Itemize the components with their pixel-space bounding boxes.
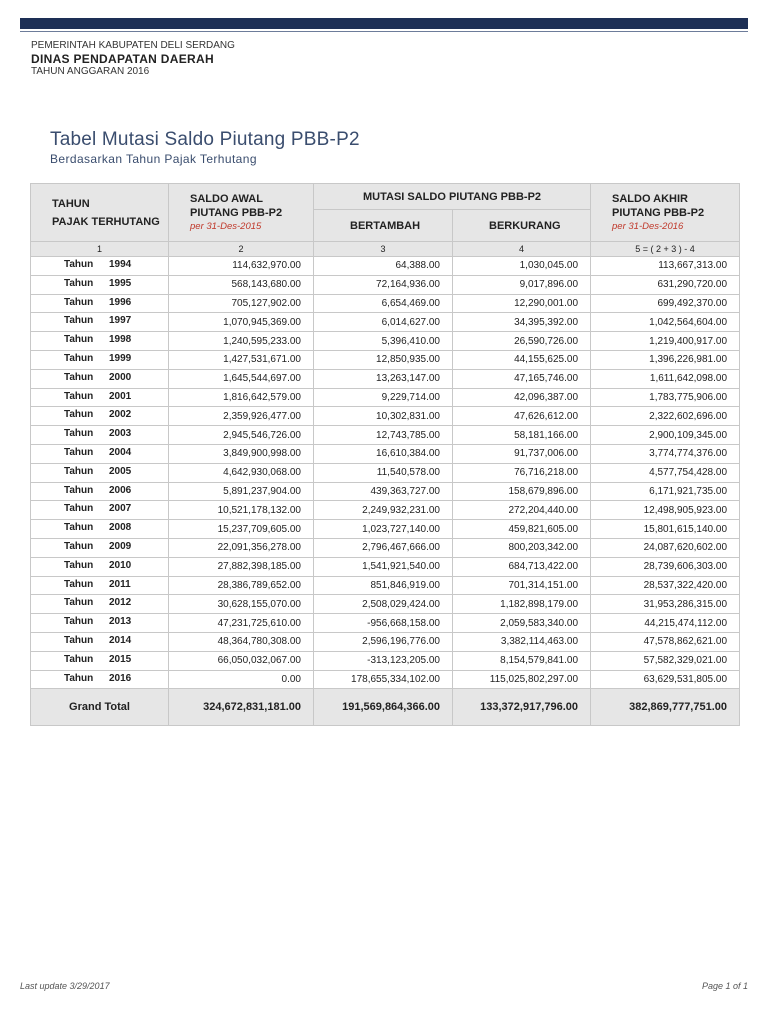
- cell-akhir: 24,087,620,602.00: [591, 538, 740, 557]
- cell-awal: 1,645,544,697.00: [169, 369, 314, 388]
- cell-berkurang: 9,017,896.00: [453, 275, 591, 294]
- cell-bertambah: 5,396,410.00: [314, 332, 453, 351]
- cell-berkurang: 8,154,579,841.00: [453, 651, 591, 670]
- cell-bertambah: 1,023,727,140.00: [314, 520, 453, 539]
- header-divider: [20, 31, 748, 32]
- header-bertambah: BERTAMBAH: [314, 210, 453, 242]
- last-update: Last update 3/29/2017: [20, 981, 110, 991]
- cell-awal: 1,427,531,671.00: [169, 350, 314, 369]
- cell-akhir: 1,611,642,098.00: [591, 369, 740, 388]
- header-akhir-line1: SALDO AKHIR: [612, 192, 688, 205]
- cell-akhir: 28,739,606,303.00: [591, 557, 740, 576]
- year-cell: [31, 520, 169, 539]
- header-tahun-line1: TAHUN: [52, 197, 90, 210]
- year-value: 2001: [109, 390, 132, 402]
- cell-bertambah: 64,388.00: [314, 257, 453, 276]
- cell-akhir: 57,582,329,021.00: [591, 651, 740, 670]
- year-label: Tahun: [64, 334, 94, 346]
- year-cell: [31, 557, 169, 576]
- header-tahun-line2: PAJAK TERHUTANG: [52, 215, 160, 228]
- column-number: 2: [169, 242, 314, 257]
- year-cell: [31, 332, 169, 351]
- year-label: Tahun: [64, 446, 94, 458]
- table-row: [31, 313, 740, 332]
- cell-bertambah: 6,014,627.00: [314, 313, 453, 332]
- cell-awal: 2,945,546,726.00: [169, 426, 314, 445]
- cell-berkurang: 91,737,006.00: [453, 444, 591, 463]
- report-subtitle: Berdasarkan Tahun Pajak Terhutang: [50, 152, 257, 166]
- header-mutasi: MUTASI SALDO PIUTANG PBB-P2: [314, 184, 591, 210]
- year-value: 2008: [109, 522, 132, 534]
- year-label: Tahun: [64, 653, 94, 665]
- year-cell: [31, 632, 169, 651]
- year-cell: [31, 538, 169, 557]
- year-value: 2014: [109, 634, 132, 646]
- year-cell: [31, 294, 169, 313]
- cell-bertambah: -313,123,205.00: [314, 651, 453, 670]
- cell-awal: 568,143,680.00: [169, 275, 314, 294]
- cell-berkurang: 800,203,342.00: [453, 538, 591, 557]
- column-number: 3: [314, 242, 453, 257]
- year-label: Tahun: [64, 352, 94, 364]
- cell-berkurang: 701,314,151.00: [453, 576, 591, 595]
- cell-awal: 47,231,725,610.00: [169, 614, 314, 633]
- header-awal-line2: PIUTANG PBB-P2: [190, 206, 283, 219]
- year-value: 2016: [109, 672, 132, 684]
- cell-bertambah: 2,596,196,776.00: [314, 632, 453, 651]
- header-akhir-line2: PIUTANG PBB-P2: [612, 206, 705, 219]
- table-body: [31, 257, 740, 689]
- table-row: [31, 444, 740, 463]
- year-value: 2005: [109, 465, 132, 477]
- cell-awal: 114,632,970.00: [169, 257, 314, 276]
- year-label: Tahun: [64, 540, 94, 552]
- cell-berkurang: 459,821,605.00: [453, 520, 591, 539]
- table-row: [31, 463, 740, 482]
- header-awal-line1: SALDO AWAL: [190, 192, 263, 205]
- cell-awal: 15,237,709,605.00: [169, 520, 314, 539]
- year-value: 2009: [109, 540, 132, 552]
- cell-bertambah: 12,850,935.00: [314, 350, 453, 369]
- cell-akhir: 44,215,474,112.00: [591, 614, 740, 633]
- cell-bertambah: 2,249,932,231.00: [314, 501, 453, 520]
- year-label: Tahun: [64, 597, 94, 609]
- cell-bertambah: 13,263,147.00: [314, 369, 453, 388]
- year-label: Tahun: [64, 672, 94, 684]
- org-line-3: TAHUN ANGGARAN 2016: [31, 66, 150, 77]
- cell-akhir: 4,577,754,428.00: [591, 463, 740, 482]
- grand-total-akhir: 382,869,777,751.00: [591, 689, 740, 726]
- cell-awal: 705,127,902.00: [169, 294, 314, 313]
- year-label: Tahun: [64, 484, 94, 496]
- cell-berkurang: 47,165,746.00: [453, 369, 591, 388]
- year-value: 1996: [109, 296, 132, 308]
- year-label: Tahun: [64, 315, 94, 327]
- cell-bertambah: 851,846,919.00: [314, 576, 453, 595]
- cell-akhir: 1,396,226,981.00: [591, 350, 740, 369]
- year-label: Tahun: [64, 259, 94, 270]
- year-value: 2003: [109, 428, 132, 440]
- year-cell: [31, 614, 169, 633]
- cell-berkurang: 272,204,440.00: [453, 501, 591, 520]
- year-label: Tahun: [64, 616, 94, 628]
- year-value: 2013: [109, 616, 132, 628]
- cell-bertambah: 1,541,921,540.00: [314, 557, 453, 576]
- cell-awal: 5,891,237,904.00: [169, 482, 314, 501]
- cell-akhir: 2,322,602,696.00: [591, 407, 740, 426]
- mutasi-table: [30, 183, 740, 726]
- year-cell: [31, 426, 169, 445]
- cell-berkurang: 76,716,218.00: [453, 463, 591, 482]
- table-row: [31, 595, 740, 614]
- year-value: 1997: [109, 315, 132, 327]
- cell-berkurang: 1,182,898,179.00: [453, 595, 591, 614]
- cell-awal: 28,386,789,652.00: [169, 576, 314, 595]
- year-cell: [31, 407, 169, 426]
- header-awal-date: per 31-Des-2015: [190, 220, 262, 232]
- cell-berkurang: 58,181,166.00: [453, 426, 591, 445]
- cell-awal: 30,628,155,070.00: [169, 595, 314, 614]
- table-row: [31, 482, 740, 501]
- table-row: [31, 426, 740, 445]
- table-row: [31, 407, 740, 426]
- table-row: [31, 538, 740, 557]
- column-number-row: [31, 242, 740, 257]
- year-cell: [31, 595, 169, 614]
- year-label: Tahun: [64, 578, 94, 590]
- year-label: Tahun: [64, 296, 94, 308]
- table-row: [31, 369, 740, 388]
- cell-berkurang: 2,059,583,340.00: [453, 614, 591, 633]
- year-value: 1994: [109, 259, 132, 270]
- header-saldo-akhir: [591, 184, 740, 242]
- cell-akhir: 1,783,775,906.00: [591, 388, 740, 407]
- year-label: Tahun: [64, 465, 94, 477]
- year-value: 2006: [109, 484, 132, 496]
- year-cell: [31, 444, 169, 463]
- year-label: Tahun: [64, 503, 94, 515]
- cell-bertambah: 11,540,578.00: [314, 463, 453, 482]
- year-cell: [31, 670, 169, 689]
- table-row: [31, 257, 740, 276]
- year-value: 1995: [109, 277, 132, 289]
- year-value: 2011: [109, 578, 131, 590]
- cell-bertambah: 72,164,936.00: [314, 275, 453, 294]
- cell-berkurang: 115,025,802,297.00: [453, 670, 591, 689]
- year-cell: [31, 651, 169, 670]
- year-cell: [31, 463, 169, 482]
- table-row: [31, 275, 740, 294]
- year-label: Tahun: [64, 409, 94, 421]
- cell-akhir: 63,629,531,805.00: [591, 670, 740, 689]
- cell-bertambah: 6,654,469.00: [314, 294, 453, 313]
- column-number: 5 = ( 2 + 3 ) - 4: [591, 242, 740, 257]
- cell-awal: 10,521,178,132.00: [169, 501, 314, 520]
- cell-awal: 1,816,642,579.00: [169, 388, 314, 407]
- table-row: [31, 350, 740, 369]
- org-line-1: PEMERINTAH KABUPATEN DELI SERDANG: [31, 40, 235, 51]
- table-row: [31, 294, 740, 313]
- year-value: 2012: [109, 597, 132, 609]
- year-value: 1998: [109, 334, 132, 346]
- year-label: Tahun: [64, 428, 94, 440]
- header-bar: [20, 18, 748, 29]
- cell-awal: 1,070,945,369.00: [169, 313, 314, 332]
- grand-total-label: Grand Total: [31, 689, 169, 726]
- header-akhir-date: per 31-Des-2016: [612, 220, 684, 232]
- cell-bertambah: 12,743,785.00: [314, 426, 453, 445]
- cell-awal: 0.00: [169, 670, 314, 689]
- cell-awal: 2,359,926,477.00: [169, 407, 314, 426]
- cell-akhir: 12,498,905,923.00: [591, 501, 740, 520]
- report-title: Tabel Mutasi Saldo Piutang PBB-P2: [50, 129, 360, 150]
- year-value: 2007: [109, 503, 132, 515]
- year-cell: [31, 275, 169, 294]
- year-value: 2004: [109, 446, 132, 458]
- cell-awal: 48,364,780,308.00: [169, 632, 314, 651]
- column-number: 4: [453, 242, 591, 257]
- table-row: [31, 670, 740, 689]
- cell-berkurang: 44,155,625.00: [453, 350, 591, 369]
- table-row: [31, 632, 740, 651]
- cell-berkurang: 47,626,612.00: [453, 407, 591, 426]
- cell-akhir: 2,900,109,345.00: [591, 426, 740, 445]
- cell-berkurang: 1,030,045.00: [453, 257, 591, 276]
- year-cell: [31, 482, 169, 501]
- cell-akhir: 31,953,286,315.00: [591, 595, 740, 614]
- cell-akhir: 1,219,400,917.00: [591, 332, 740, 351]
- cell-awal: 22,091,356,278.00: [169, 538, 314, 557]
- table-row: [31, 557, 740, 576]
- table-row: [31, 388, 740, 407]
- year-cell: [31, 369, 169, 388]
- cell-akhir: 3,774,774,376.00: [591, 444, 740, 463]
- cell-berkurang: 3,382,114,463.00: [453, 632, 591, 651]
- cell-berkurang: 42,096,387.00: [453, 388, 591, 407]
- cell-awal: 4,642,930,068.00: [169, 463, 314, 482]
- year-label: Tahun: [64, 559, 94, 571]
- year-cell: [31, 313, 169, 332]
- cell-awal: 3,849,900,998.00: [169, 444, 314, 463]
- table-row: [31, 614, 740, 633]
- year-value: 2010: [109, 559, 132, 571]
- year-cell: [31, 350, 169, 369]
- cell-berkurang: 12,290,001.00: [453, 294, 591, 313]
- cell-berkurang: 158,679,896.00: [453, 482, 591, 501]
- cell-awal: 1,240,595,233.00: [169, 332, 314, 351]
- grand-total-berkurang: 133,372,917,796.00: [453, 689, 591, 726]
- table-row: [31, 332, 740, 351]
- header-tahun: [31, 184, 169, 242]
- cell-bertambah: 10,302,831.00: [314, 407, 453, 426]
- header-berkurang: BERKURANG: [453, 210, 591, 242]
- cell-bertambah: 16,610,384.00: [314, 444, 453, 463]
- year-label: Tahun: [64, 390, 94, 402]
- cell-bertambah: 439,363,727.00: [314, 482, 453, 501]
- year-value: 2000: [109, 371, 132, 383]
- year-label: Tahun: [64, 371, 94, 383]
- table-row: [31, 501, 740, 520]
- table-row: [31, 520, 740, 539]
- cell-berkurang: 34,395,392.00: [453, 313, 591, 332]
- year-cell: [31, 501, 169, 520]
- header-saldo-awal: [169, 184, 314, 242]
- cell-awal: 66,050,032,067.00: [169, 651, 314, 670]
- cell-akhir: 28,537,322,420.00: [591, 576, 740, 595]
- cell-akhir: 699,492,370.00: [591, 294, 740, 313]
- year-value: 2002: [109, 409, 132, 421]
- grand-total-bertambah: 191,569,864,366.00: [314, 689, 453, 726]
- cell-berkurang: 26,590,726.00: [453, 332, 591, 351]
- cell-akhir: 631,290,720.00: [591, 275, 740, 294]
- cell-bertambah: 2,508,029,424.00: [314, 595, 453, 614]
- year-label: Tahun: [64, 522, 94, 534]
- grand-total-row: [31, 689, 740, 726]
- cell-bertambah: 178,655,334,102.00: [314, 670, 453, 689]
- year-label: Tahun: [64, 634, 94, 646]
- cell-akhir: 113,667,313.00: [591, 257, 740, 276]
- year-value: 1999: [109, 352, 132, 364]
- year-cell: [31, 257, 169, 276]
- cell-bertambah: -956,668,158.00: [314, 614, 453, 633]
- cell-akhir: 6,171,921,735.00: [591, 482, 740, 501]
- year-cell: [31, 388, 169, 407]
- table-row: [31, 651, 740, 670]
- cell-bertambah: 9,229,714.00: [314, 388, 453, 407]
- year-value: 2015: [109, 653, 132, 665]
- cell-akhir: 1,042,564,604.00: [591, 313, 740, 332]
- page-number: Page 1 of 1: [701, 981, 748, 991]
- year-label: Tahun: [64, 277, 94, 289]
- cell-berkurang: 684,713,422.00: [453, 557, 591, 576]
- cell-awal: 27,882,398,185.00: [169, 557, 314, 576]
- table-row: [31, 576, 740, 595]
- grand-total-awal: 324,672,831,181.00: [169, 689, 314, 726]
- org-line-2: DINAS PENDAPATAN DAERAH: [31, 52, 214, 66]
- column-number: 1: [31, 242, 169, 257]
- cell-akhir: 47,578,862,621.00: [591, 632, 740, 651]
- cell-bertambah: 2,796,467,666.00: [314, 538, 453, 557]
- year-cell: [31, 576, 169, 595]
- cell-akhir: 15,801,615,140.00: [591, 520, 740, 539]
